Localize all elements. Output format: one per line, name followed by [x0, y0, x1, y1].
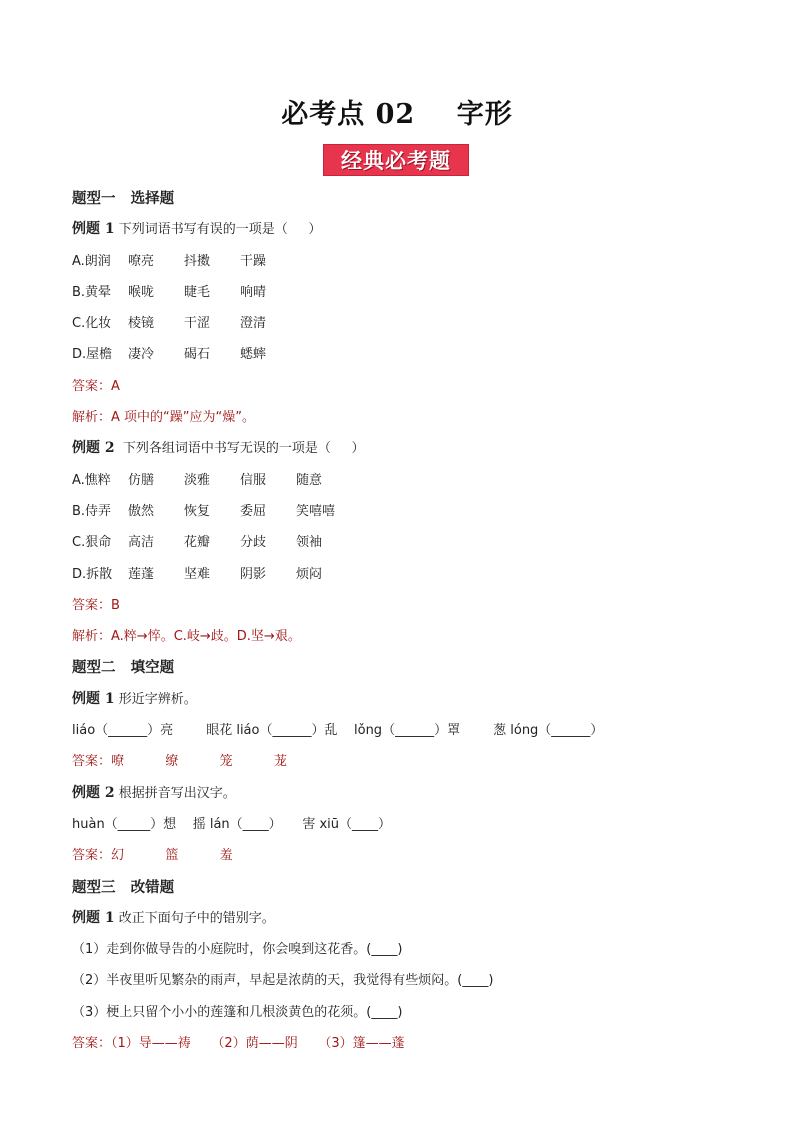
answer-line: 答案：B	[72, 597, 120, 613]
option-row	[72, 277, 752, 308]
section-heading-choice: 题型一 选择题	[72, 190, 175, 207]
option-word: 恢复	[184, 503, 211, 519]
option-label: C.狠命	[72, 535, 112, 551]
option-label: A.憔粹	[72, 472, 111, 488]
option-word: 抖擞	[184, 253, 211, 269]
option-word: 蟋蟀	[240, 347, 267, 363]
option-label: A.朗润	[72, 253, 111, 269]
option-word: 碣石	[184, 347, 211, 363]
question-stem	[72, 433, 752, 464]
option-word: 委屈	[240, 503, 267, 519]
answer-line: 答案：A	[72, 378, 120, 394]
option-word: 响晴	[240, 284, 267, 300]
question-stem	[72, 778, 752, 809]
question-text: 形近字辨析。	[114, 691, 197, 707]
option-word: 淡雅	[184, 472, 211, 488]
option-row	[72, 496, 752, 527]
option-word: 随意	[296, 472, 323, 488]
option-word: 笑嘻嘻	[296, 503, 336, 519]
option-word: 干躁	[240, 253, 267, 269]
question-label: 例题 1	[72, 909, 115, 926]
option-word: 干涩	[184, 316, 211, 332]
option-word: 信服	[240, 472, 267, 488]
question-label: 例题 2	[72, 440, 115, 457]
question-label: 例题 1	[72, 690, 115, 707]
option-word: 睫毛	[184, 284, 211, 300]
option-row	[72, 308, 752, 339]
question-text: 下列各组词语中书写无误的一项是（ ）	[114, 441, 365, 457]
fill-blank-row: huàn（_____）想 摇 lán（____） 害 xiū（____）	[72, 816, 392, 832]
option-word: 坚难	[184, 566, 211, 582]
option-label: D.屋檐	[72, 347, 113, 363]
option-row	[72, 465, 752, 496]
classic-questions-badge: 经典必考题	[323, 144, 469, 176]
option-label: B.黄晕	[72, 284, 112, 300]
option-label: C.化妆	[72, 316, 112, 332]
section-heading-fill-blank: 题型二 填空题	[72, 659, 175, 677]
question-stem	[72, 903, 752, 934]
correction-item: （2）半夜里听见繁杂的雨声，早起是浓荫的天，我觉得有些烦闷。(____)	[72, 973, 494, 989]
option-word: 阴影	[240, 566, 267, 582]
question-stem	[72, 214, 752, 245]
option-row	[72, 527, 752, 558]
question-text: 改正下面句子中的错别字。	[114, 910, 275, 926]
option-word: 澄清	[240, 316, 267, 332]
option-word: 仿膳	[128, 472, 155, 488]
option-word: 嘹亮	[128, 253, 155, 269]
option-row	[72, 559, 752, 590]
option-word: 分歧	[240, 535, 267, 551]
question-text: 下列词语书写有误的一项是（ ）	[114, 222, 322, 238]
correction-item: （1）走到你做导告的小庭院时，你会嗅到这花香。(____)	[72, 942, 403, 958]
option-word: 领袖	[296, 535, 323, 551]
option-label: D.拆散	[72, 566, 113, 582]
option-word: 傲然	[128, 503, 155, 519]
option-word: 莲蓬	[128, 566, 155, 582]
option-word: 烦闷	[296, 566, 323, 582]
analysis-line: 解析：A 项中的“躁”应为“燥”。	[72, 410, 255, 426]
option-word: 高洁	[128, 535, 155, 551]
fill-blank-row: liáo（______）亮 眼花 liáo（______）乱 lǒng（______）罩 葱 lóng（______）	[72, 723, 604, 739]
option-word: 花瓣	[184, 535, 211, 551]
section-heading-correction: 题型三 改错题	[72, 878, 175, 896]
question-label: 例题 1	[72, 221, 115, 238]
question-label: 例题 2	[72, 784, 115, 801]
option-word: 棱镜	[128, 316, 155, 332]
option-label: B.侍弄	[72, 503, 112, 519]
analysis-line: 解析：A.粹→悴。C.岐→歧。D.坚→艰。	[72, 629, 301, 645]
option-row	[72, 339, 752, 370]
option-word: 喉咙	[128, 284, 155, 300]
answer-line: 答案：（1）导——祷 （2）荫——阴 （3）篷——蓬	[72, 1036, 405, 1052]
question-text: 根据拼音写出汉字。	[114, 785, 236, 801]
option-row	[72, 246, 752, 277]
correction-item: （3）梗上只留个小小的莲篷和几根淡黄色的花须。(____)	[72, 1004, 403, 1020]
option-word: 凄冷	[128, 347, 155, 363]
answer-line: 答案：幻 篮 羞	[72, 848, 233, 864]
document-content	[72, 183, 752, 1059]
page-title: 必考点 02 字形	[281, 99, 513, 130]
answer-line: 答案：嘹 缭 笼 茏	[72, 754, 287, 770]
question-stem	[72, 684, 752, 715]
